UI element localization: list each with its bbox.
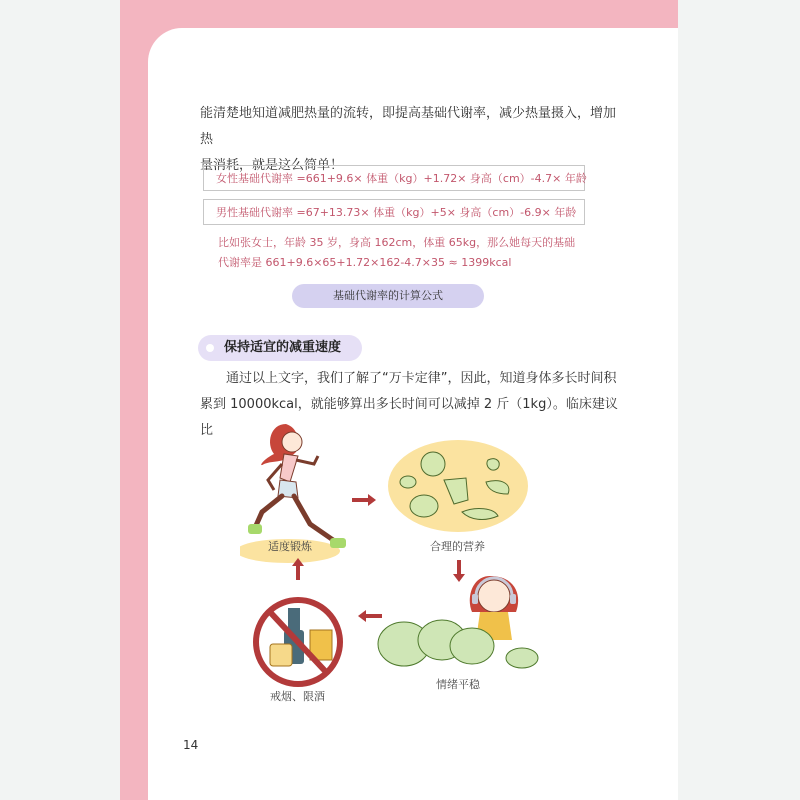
section-line-2: 累到 10000kcal，就能够算出多长时间可以减掉 2 斤（1kg）。临床建议比: [200, 397, 618, 438]
cabbages-icon: [378, 620, 538, 668]
arrow-right-icon: [368, 494, 376, 506]
habit-cycle-illustration: [240, 420, 560, 710]
bullet-dot-icon: [206, 344, 214, 352]
no-smoking-drinking-icon: [256, 600, 340, 684]
page-number: 14: [183, 738, 199, 752]
formula-caption: 基础代谢率的计算公式: [292, 284, 484, 308]
example-line-2: 代谢率是 661+9.6×65+1.72×162-4.7×35 ≈ 1399kcal: [218, 256, 512, 269]
runner-icon: [248, 424, 346, 548]
section-line-1: 通过以上文字，我们了解了“万卡定律”，因此，知道身体多长时间积: [226, 371, 617, 386]
label-exercise: 适度锻炼: [268, 540, 312, 553]
arrow-left-icon: [358, 610, 366, 622]
intro-line-1: 能清楚地知道减肥热量的流转，即提高基础代谢率，减少热量摄入，增加热: [200, 106, 617, 147]
arrow-down-icon: [453, 574, 465, 582]
label-quit: 戒烟、限酒: [270, 690, 325, 703]
example-text: [218, 233, 598, 273]
label-mood: 情绪平稳: [436, 678, 480, 691]
female-formula-box: 女性基础代谢率 =661+9.6× 体重（kg）+1.72× 身高（cm）-4.7× 年龄: [203, 165, 585, 191]
section-heading: [198, 335, 362, 361]
section-title: 保持适宜的减重速度: [224, 340, 342, 355]
cycle-graphic: [240, 420, 560, 710]
male-formula-box: 男性基础代谢率 =67+13.73× 体重（kg）+5× 身高（cm）-6.9× 年龄: [203, 199, 585, 225]
intro-line-2: 量消耗，就是这么简单！: [200, 158, 344, 173]
example-line-1: 比如张女士，年龄 35 岁，身高 162cm，体重 65kg，那么她每天的基础: [218, 236, 576, 249]
label-nutrition: 合理的营养: [430, 540, 485, 553]
